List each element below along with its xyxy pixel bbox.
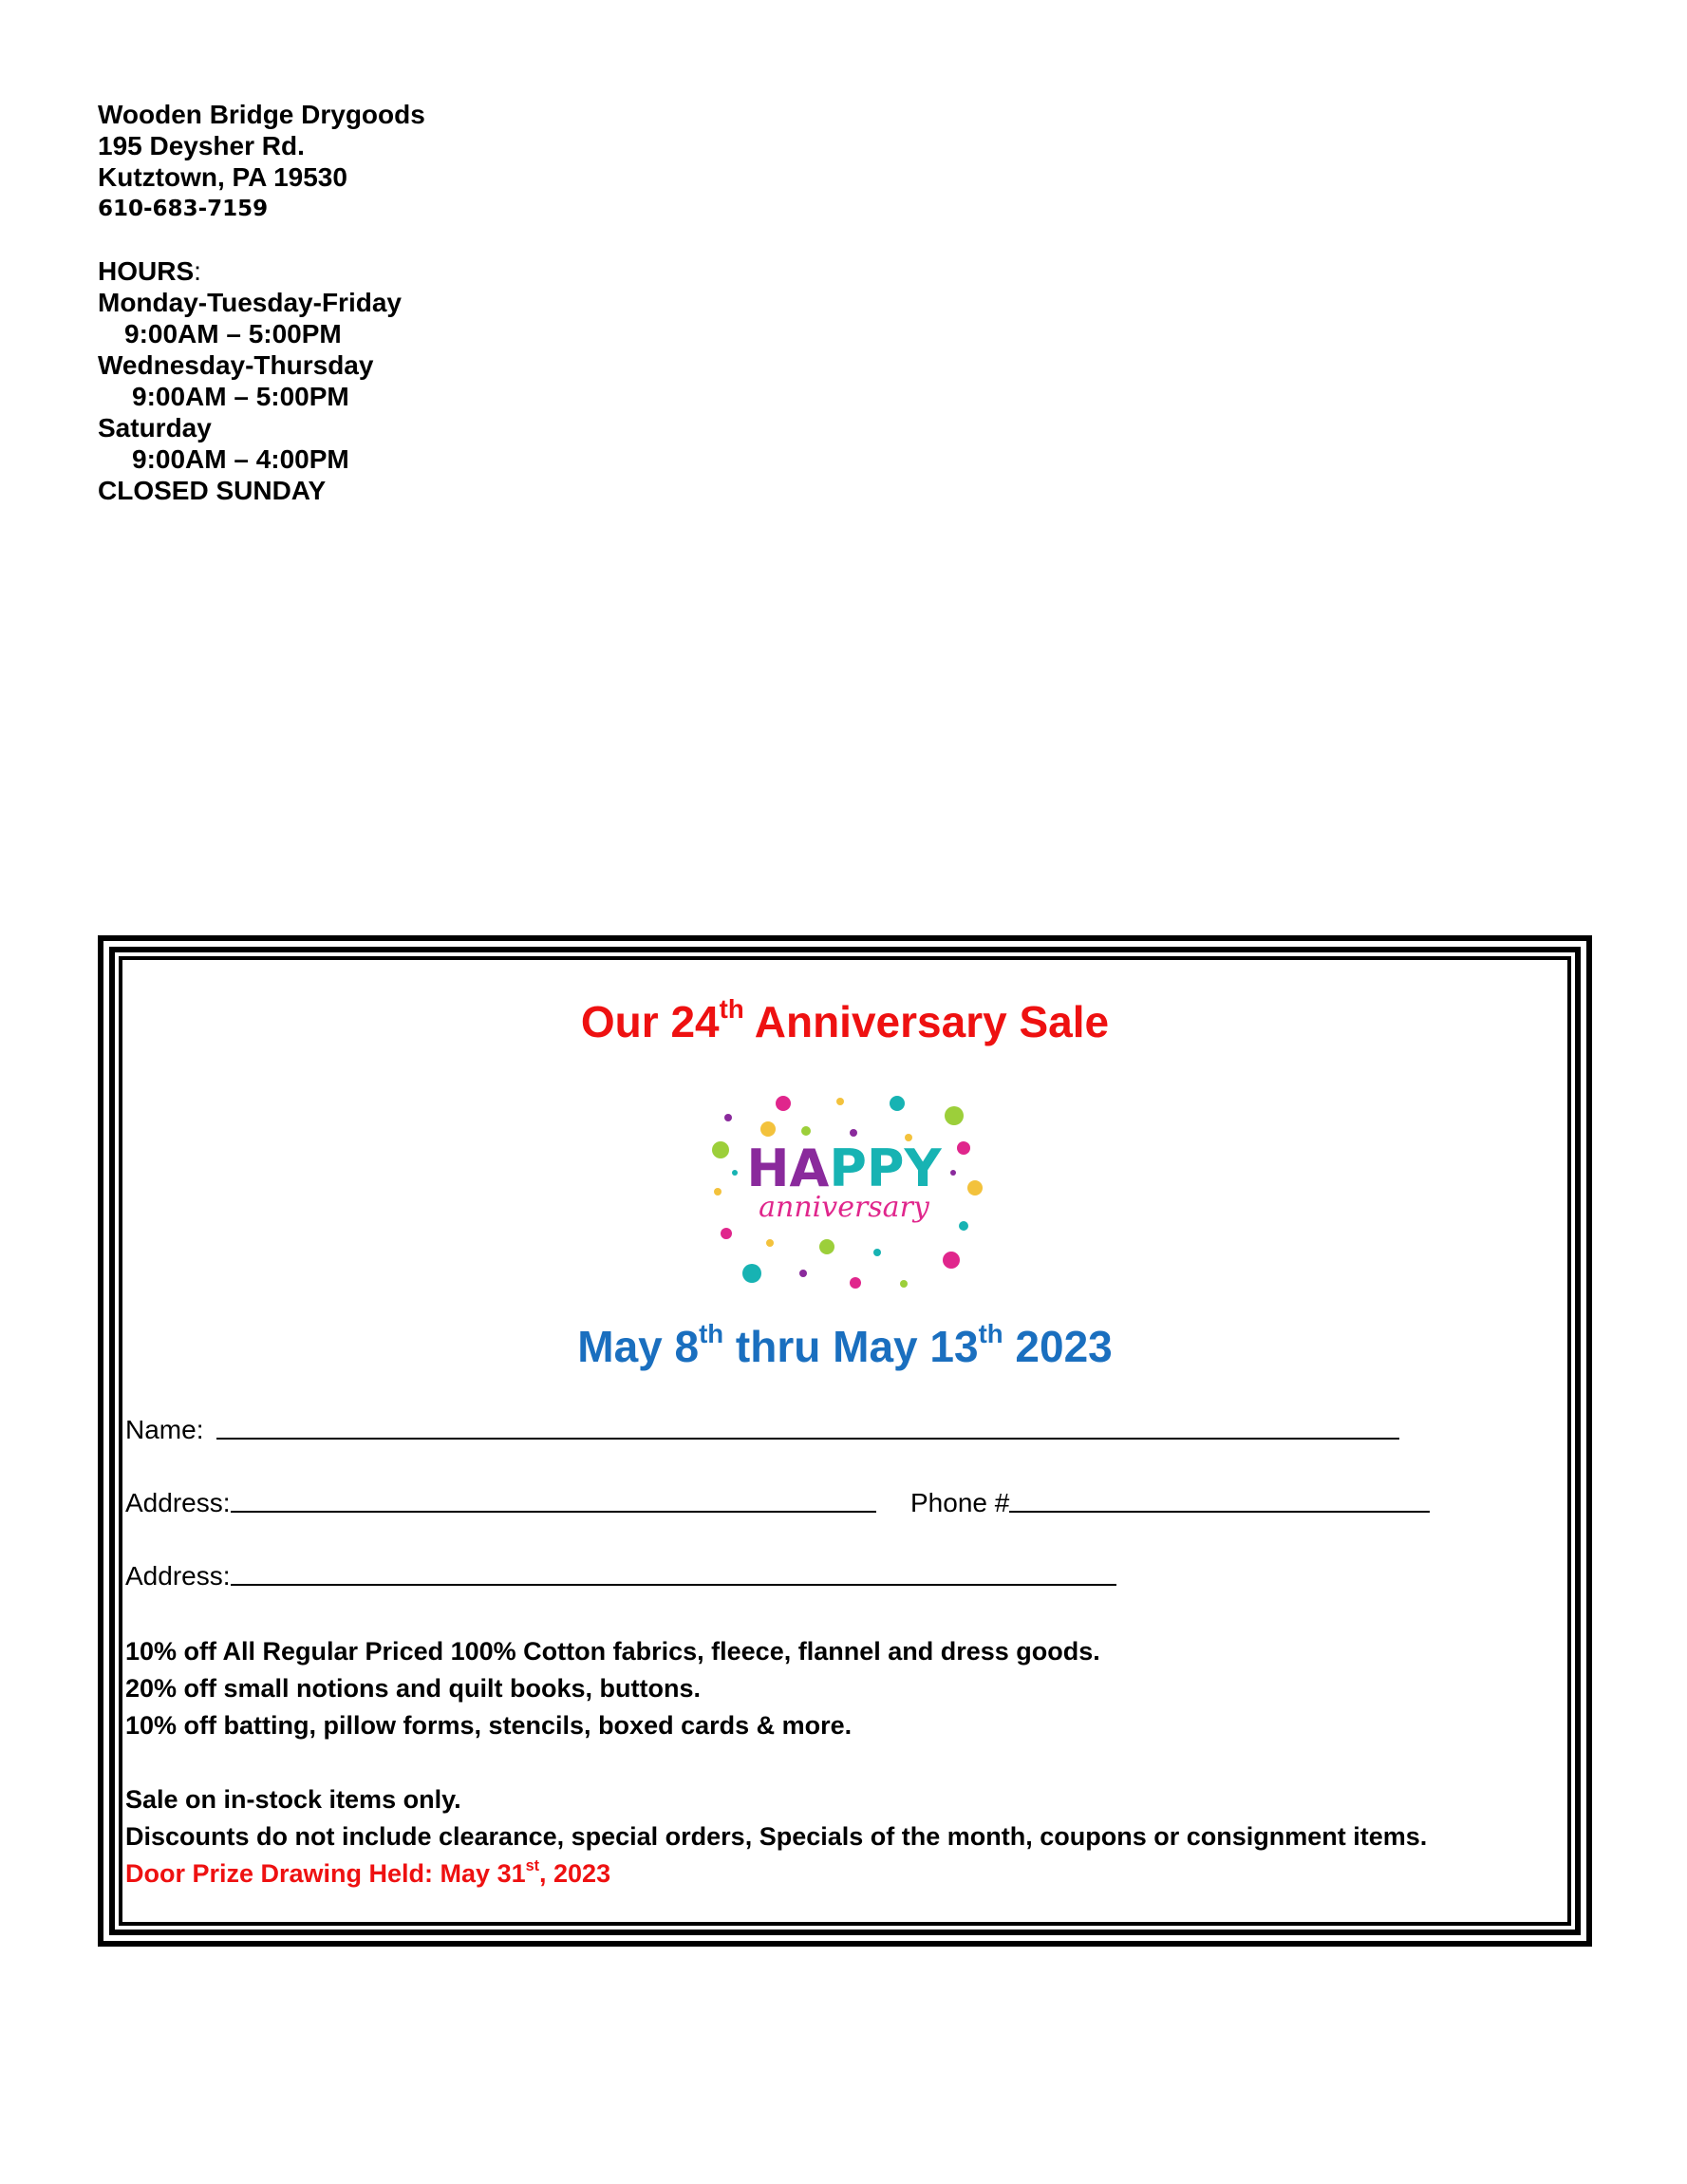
phone-line[interactable] (1009, 1511, 1430, 1513)
note-in-stock: Sale on in-stock items only. (125, 1785, 461, 1814)
happy-anniversary-logo (692, 1074, 996, 1311)
store-street: 195 Deysher Rd. (98, 131, 305, 160)
store-header (98, 99, 425, 506)
hours-group1-time: 9:00AM – 5:00PM (124, 319, 342, 348)
address2-line[interactable] (231, 1584, 1116, 1586)
phone-label: Phone # (910, 1488, 1010, 1517)
note-exclusions: Discounts do not include clearance, special orders, Specials of the month, coupons or consignment items. (125, 1822, 1428, 1851)
address-label: Address: (125, 1488, 231, 1517)
phone-field[interactable] (910, 1488, 1430, 1518)
store-phone: 610-683-7159 (98, 197, 269, 221)
name-field[interactable] (125, 1415, 1399, 1445)
hours-group1-days: Monday-Tuesday-Friday (98, 288, 402, 317)
store-name: Wooden Bridge Drygoods (98, 100, 425, 129)
hours-group3-days: Saturday (98, 413, 212, 442)
address2-label: Address: (125, 1561, 231, 1591)
sale-dates: May 8th thru May 13th 2023 (577, 1318, 1113, 1371)
door-prize-note: Door Prize Drawing Held: May 31st, 2023 (125, 1856, 611, 1888)
discount-item: 10% off All Regular Priced 100% Cotton fabrics, fleece, flannel and dress goods. (125, 1637, 1100, 1666)
logo-happy-text: HAPPY (746, 1139, 942, 1198)
discount-list (125, 1633, 1100, 1744)
name-label: Name: (125, 1415, 204, 1444)
address-field[interactable] (125, 1488, 876, 1518)
hours-closed: CLOSED SUNDAY (98, 476, 327, 505)
sale-notes (125, 1781, 1427, 1892)
hours-group2-days: Wednesday-Thursday (98, 350, 374, 380)
hours-group3-time: 9:00AM – 4:00PM (132, 444, 349, 474)
coupon (122, 960, 1567, 1922)
sale-title: Our 24th Anniversary Sale (580, 993, 1110, 1046)
hours-heading: HOURS: (98, 256, 201, 286)
discount-item: 20% off small notions and quilt books, buttons. (125, 1674, 702, 1703)
name-line[interactable] (216, 1438, 1399, 1440)
hours-group2-time: 9:00AM – 5:00PM (132, 382, 349, 411)
address-line[interactable] (231, 1511, 876, 1513)
address2-field[interactable] (125, 1561, 1116, 1591)
logo-anniversary-text: anniversary (759, 1191, 929, 1224)
store-city: Kutztown, PA 19530 (98, 162, 347, 192)
discount-item: 10% off batting, pillow forms, stencils, boxed cards & more. (125, 1711, 853, 1740)
